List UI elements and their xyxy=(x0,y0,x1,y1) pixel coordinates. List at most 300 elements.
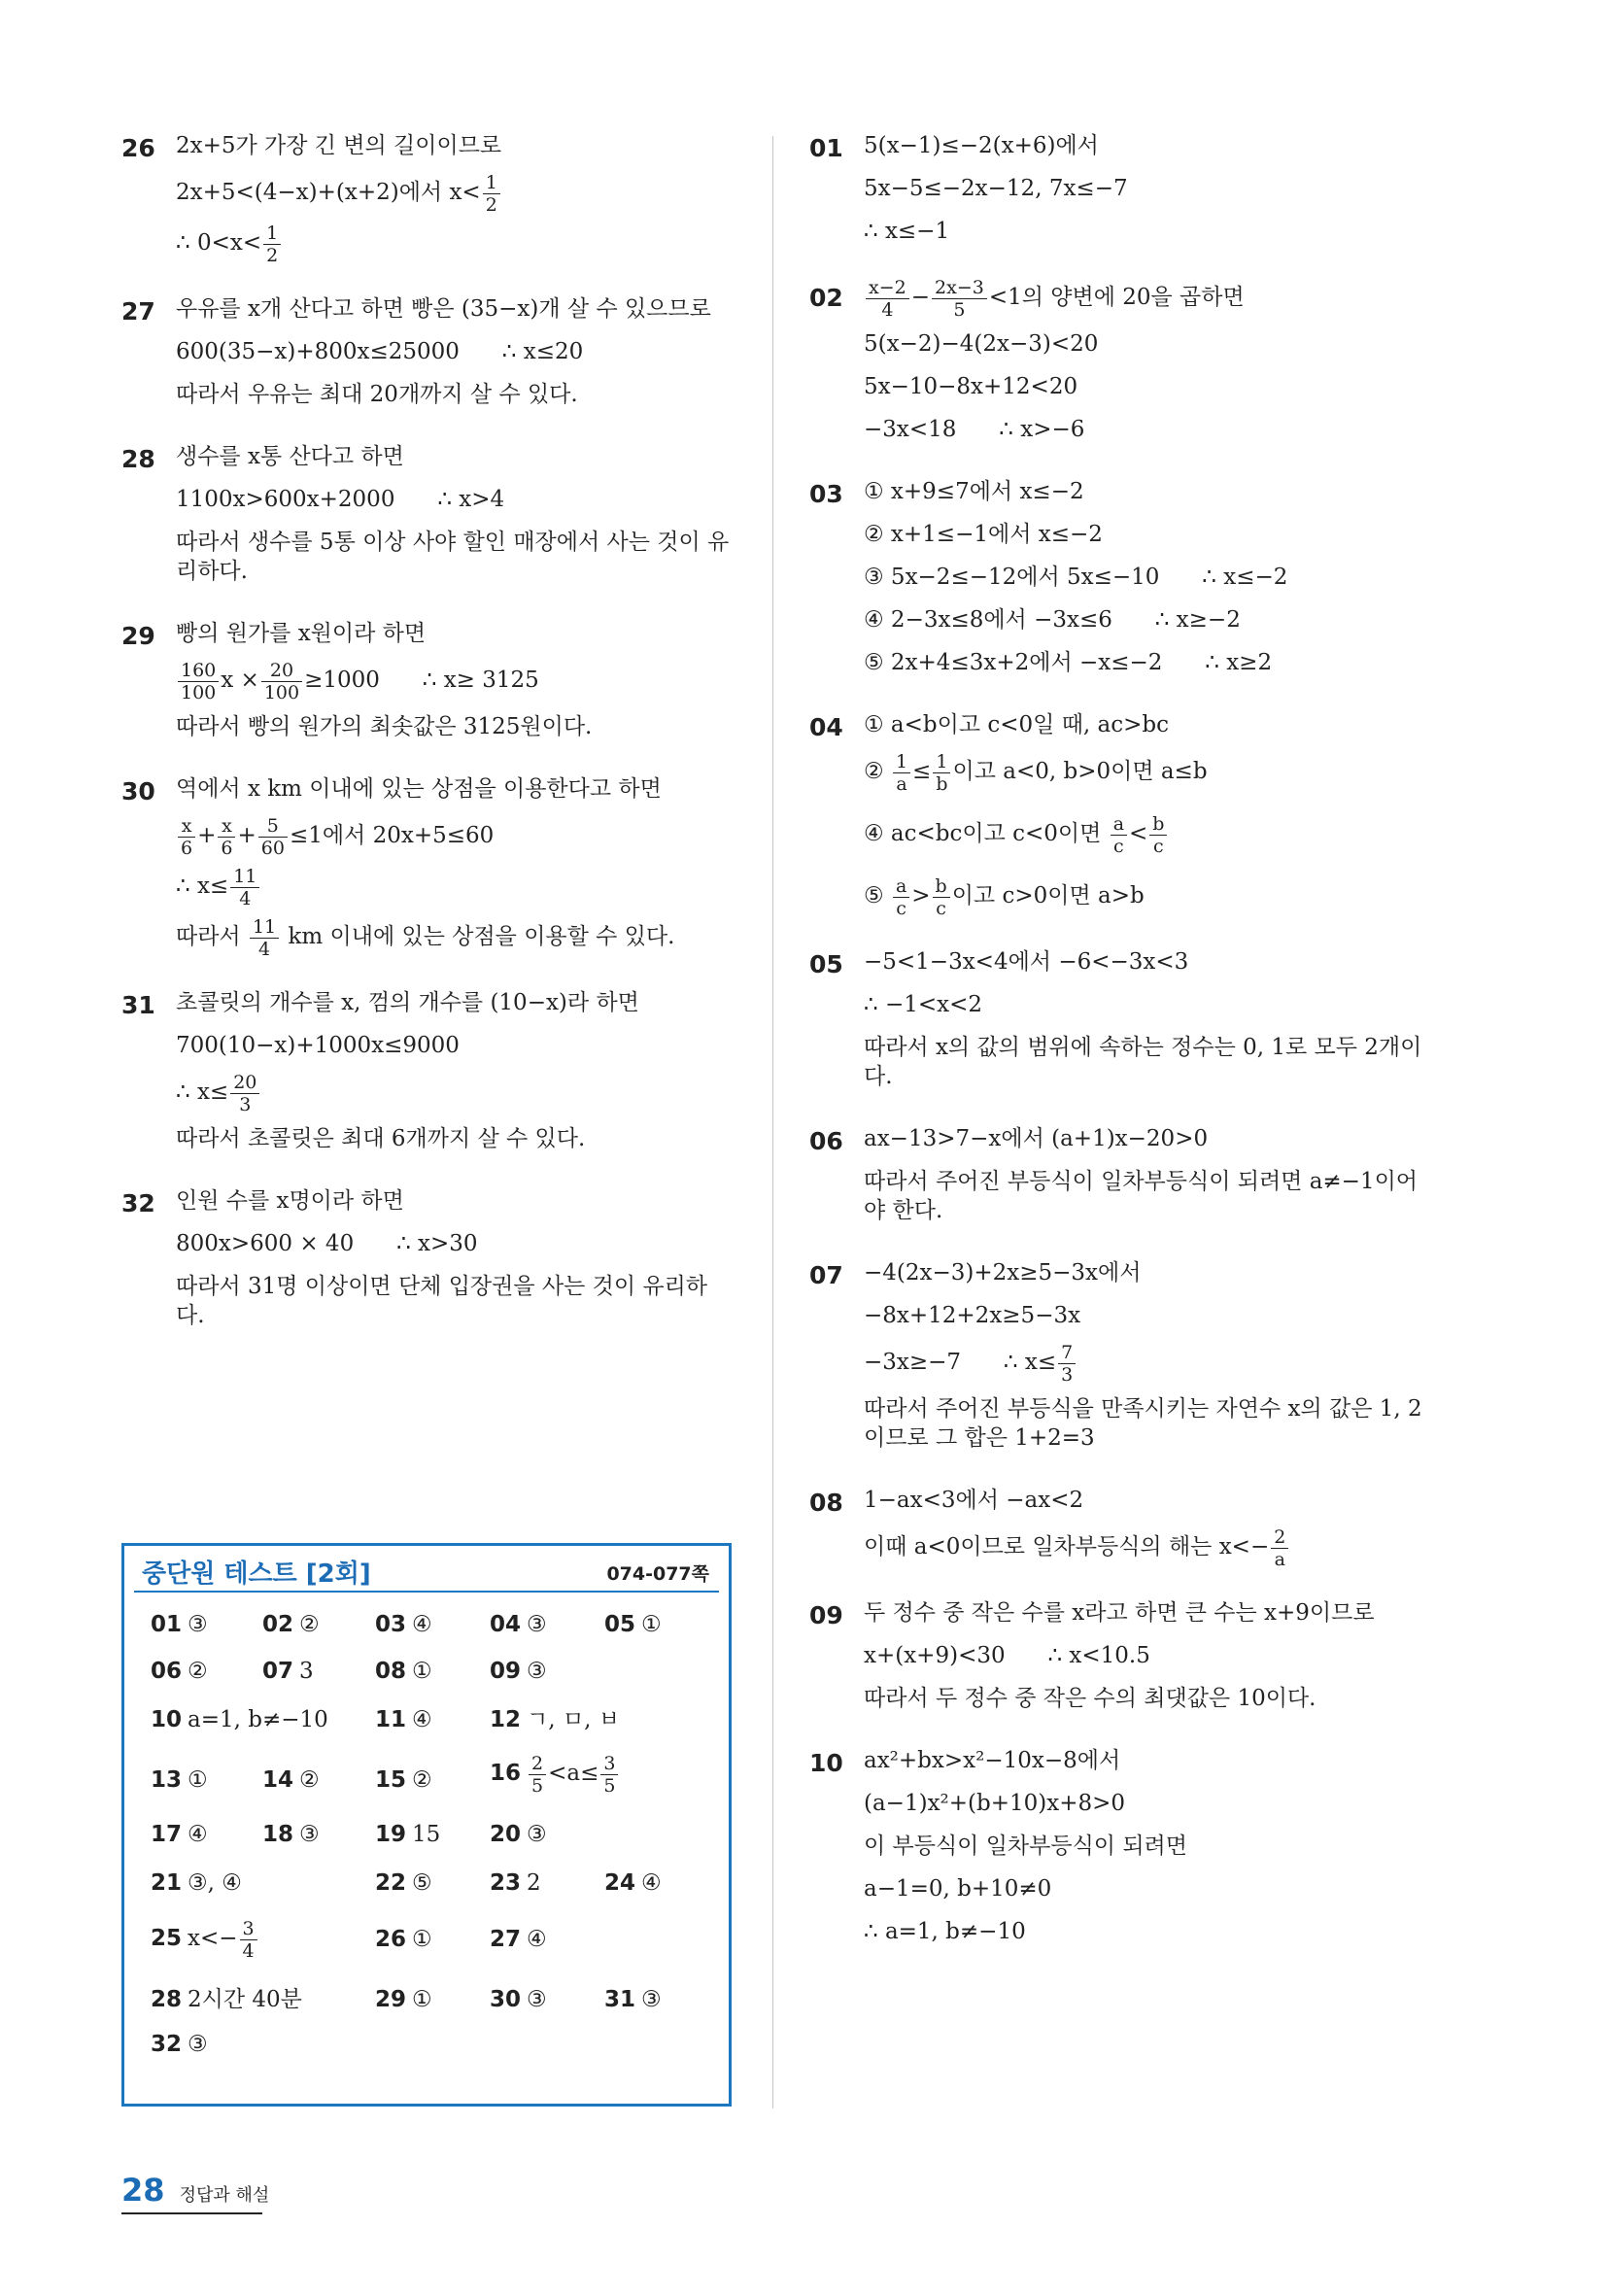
fraction xyxy=(933,751,950,795)
answer-row xyxy=(124,2026,729,2074)
answer-item xyxy=(490,1610,547,1639)
answer-value: ㄱ, ㅁ, ㅂ xyxy=(527,1707,620,1732)
answer-value: ⑤ xyxy=(412,1870,432,1896)
fraction xyxy=(893,751,910,795)
answer-number: 03 xyxy=(375,1612,407,1637)
page-range: 074-077쪽 xyxy=(606,1563,709,1585)
answer-number: 21 xyxy=(151,1870,183,1896)
solution-line xyxy=(864,1337,1431,1388)
solution-line: 2x+5가 가장 긴 변의 길이이므로 xyxy=(176,133,502,158)
problem-01 xyxy=(809,124,1431,253)
answer-item xyxy=(151,2030,208,2059)
answer-value: ① xyxy=(412,1987,432,2012)
left-column xyxy=(121,124,735,1356)
answer-value: ② xyxy=(299,1612,320,1637)
answer-value: 15 xyxy=(412,1822,441,1847)
problem-06 xyxy=(809,1117,1431,1232)
expr: ≥1000 ∴ x≥ 3125 xyxy=(304,668,539,693)
answer-value: ③ xyxy=(527,1659,547,1684)
answer-value: ① xyxy=(412,1659,432,1684)
solution-line: ③ 5x−2≤−12에서 5x≤−10 ∴ x≤−2 xyxy=(864,565,1288,590)
answer-number: 13 xyxy=(151,1767,183,1793)
numerator: 2x−3 xyxy=(932,277,987,299)
numerator: 11 xyxy=(250,916,279,939)
answer-item xyxy=(375,1705,432,1734)
denominator: 3 xyxy=(239,1093,252,1115)
solution-line: 5x−5≤−2x−12, 7x≤−7 xyxy=(864,176,1128,201)
solution-line: 역에서 x km 이내에 있는 상점을 이용한다고 하면 xyxy=(176,776,662,802)
solution-line: 우유를 x개 산다고 하면 빵은 (35−x)개 살 수 있으므로 xyxy=(176,296,711,322)
operator: > xyxy=(911,883,931,908)
denominator: 5 xyxy=(531,1774,544,1797)
solution-line: 인원 수를 x명이라 하면 xyxy=(176,1188,404,1214)
solution-line: 따라서 우유는 최대 20개까지 살 수 있다. xyxy=(176,382,578,407)
answer-value: ④ xyxy=(412,1707,432,1732)
answer-item xyxy=(490,1985,547,2014)
problem-number: 06 xyxy=(809,1127,843,1155)
expr: ② xyxy=(864,759,884,784)
answer-item xyxy=(490,1748,620,1799)
fraction xyxy=(240,1918,257,1962)
solution-line: 5(x−2)−4(2x−3)<20 xyxy=(864,331,1099,357)
expr: 이때 a<0이므로 일차부등식의 해는 x<− xyxy=(864,1534,1270,1559)
denominator: c xyxy=(1113,835,1124,857)
problem-04 xyxy=(809,703,1431,921)
answer-row xyxy=(124,1909,729,1977)
fraction xyxy=(600,1753,618,1797)
answer-value: ① xyxy=(412,1927,432,1952)
answer-value: ② xyxy=(299,1767,320,1793)
expr: ∴ x≤ xyxy=(176,1079,229,1105)
answer-row xyxy=(124,1977,729,2026)
answer-row xyxy=(124,1748,729,1812)
problem-number: 28 xyxy=(121,445,155,473)
answer-row xyxy=(124,1649,729,1697)
numerator: 3 xyxy=(240,1918,257,1940)
numerator: 11 xyxy=(230,866,259,888)
answer-value: ③ xyxy=(299,1822,320,1847)
answer-item xyxy=(151,1765,208,1795)
answer-number: 06 xyxy=(151,1659,183,1684)
answer-value: 2 xyxy=(527,1870,541,1896)
numerator: 1 xyxy=(893,751,910,773)
answer-number: 08 xyxy=(375,1659,407,1684)
answer-number: 10 xyxy=(151,1707,183,1732)
unit-test-answer-box xyxy=(121,1543,732,2107)
solution-line xyxy=(176,810,735,861)
answer-number: 18 xyxy=(262,1822,294,1847)
solution-line xyxy=(864,272,1431,323)
answer-value: ④ xyxy=(188,1822,208,1847)
solution-line: ∴ x≤−1 xyxy=(864,219,950,244)
fraction xyxy=(1058,1342,1076,1386)
expr: 이고 a<0, b>0이면 a≤b xyxy=(952,759,1208,784)
answer-item xyxy=(604,1610,662,1639)
solution-line: ∴ a=1, b≠−10 xyxy=(864,1919,1026,1944)
fraction xyxy=(933,875,950,919)
denominator: 2 xyxy=(485,193,497,216)
page-number: 28 xyxy=(121,2172,165,2209)
answer-number: 32 xyxy=(151,2032,183,2057)
answer-number: 16 xyxy=(490,1761,522,1786)
column-divider xyxy=(772,136,773,2108)
page-footer xyxy=(121,2172,269,2209)
solution-line xyxy=(176,1067,735,1117)
answer-item xyxy=(375,1820,440,1849)
answer-value: ④ xyxy=(412,1612,432,1637)
footer-label: 정답과 해설 xyxy=(179,2185,270,2206)
solution-line: (a−1)x²+(b+10)x+8>0 xyxy=(864,1791,1126,1816)
solution-line: ① x+9≤7에서 x≤−2 xyxy=(864,479,1084,504)
solution-line: 5x−10−8x+12<20 xyxy=(864,374,1078,399)
solution-line: ax²+bx>x²−10x−8에서 xyxy=(864,1748,1121,1773)
problem-number: 04 xyxy=(809,713,843,741)
fraction xyxy=(178,815,195,859)
solution-line xyxy=(176,655,735,705)
problem-number: 02 xyxy=(809,284,843,312)
box-title: 중단원 테스트 [2회] xyxy=(142,1559,371,1589)
operator: + xyxy=(237,823,256,848)
answer-number: 24 xyxy=(604,1870,636,1896)
fraction xyxy=(250,916,279,960)
numerator: 160 xyxy=(178,660,219,682)
problem-number: 05 xyxy=(809,950,843,978)
solution-line: ② x+1≤−1에서 x≤−2 xyxy=(864,522,1103,547)
answer-row xyxy=(124,1600,729,1649)
answer-item xyxy=(375,1925,432,1954)
answer-item xyxy=(375,1657,432,1686)
solution-line: ① a<b이고 c<0일 때, ac>bc xyxy=(864,712,1170,737)
answer-value: x<− xyxy=(188,1926,238,1951)
problem-number: 26 xyxy=(121,134,155,162)
solution-line: −3x<18 ∴ x>−6 xyxy=(864,417,1085,442)
answer-item xyxy=(375,1868,432,1898)
denominator: 4 xyxy=(239,887,252,909)
expr: km 이내에 있는 상점을 이용할 수 있다. xyxy=(288,924,675,949)
answer-number: 23 xyxy=(490,1870,522,1896)
problem-30 xyxy=(121,768,735,962)
answer-number: 14 xyxy=(262,1767,294,1793)
solution-line xyxy=(176,911,735,962)
fraction xyxy=(258,815,288,859)
answer-value: <a≤ xyxy=(548,1761,599,1786)
answer-number: 30 xyxy=(490,1987,522,2012)
answer-number: 07 xyxy=(262,1659,294,1684)
footer-rule xyxy=(121,2212,262,2214)
answer-value: ② xyxy=(188,1659,208,1684)
fraction xyxy=(230,1072,259,1115)
answer-value: ④ xyxy=(527,1927,547,1952)
answer-number: 28 xyxy=(151,1987,183,2012)
answer-number: 04 xyxy=(490,1612,522,1637)
answer-value: 2시간 40분 xyxy=(188,1987,302,2012)
problem-number: 09 xyxy=(809,1601,843,1629)
answer-value: ③ xyxy=(527,1612,547,1637)
numerator: x−2 xyxy=(866,277,909,299)
solution-line: 초콜릿의 개수를 x, 껌의 개수를 (10−x)라 하면 xyxy=(176,990,639,1015)
solution-line: 600(35−x)+800x≤25000 ∴ x≤20 xyxy=(176,339,584,364)
expr: x × xyxy=(221,668,259,693)
denominator: c xyxy=(936,897,946,919)
problem-number: 08 xyxy=(809,1489,843,1517)
numerator: 1 xyxy=(933,751,950,773)
problem-03 xyxy=(809,470,1431,684)
answer-number: 22 xyxy=(375,1870,407,1896)
problem-number: 01 xyxy=(809,134,843,162)
answer-number: 25 xyxy=(151,1926,183,1951)
answer-value: ② xyxy=(412,1767,432,1793)
fraction xyxy=(529,1753,546,1797)
solution-line: ⑤ 2x+4≤3x+2에서 −x≤−2 ∴ x≥2 xyxy=(864,650,1273,675)
answer-number: 12 xyxy=(490,1707,522,1732)
answer-value: a=1, b≠−10 xyxy=(188,1707,328,1732)
problem-07 xyxy=(809,1251,1431,1459)
problem-08 xyxy=(809,1479,1431,1572)
answer-row xyxy=(124,1812,729,1861)
fraction xyxy=(178,660,219,703)
answer-value: ④ xyxy=(641,1870,662,1896)
denominator: 4 xyxy=(258,938,271,960)
numerator: x xyxy=(218,815,235,838)
solution-line xyxy=(176,861,735,911)
expr: 따라서 xyxy=(176,924,241,949)
problem-number: 30 xyxy=(121,777,155,805)
fraction xyxy=(932,277,987,321)
answer-item xyxy=(262,1820,320,1849)
solution-line: 따라서 두 정수 중 작은 수의 최댓값은 10이다. xyxy=(864,1686,1316,1711)
denominator: 2 xyxy=(266,244,279,266)
solution-line: 따라서 빵의 원가의 최솟값은 3125원이다. xyxy=(176,714,593,739)
answer-item xyxy=(262,1610,320,1639)
answer-number: 01 xyxy=(151,1612,183,1637)
answer-item xyxy=(151,1868,242,1898)
answer-item xyxy=(151,1705,328,1734)
solution-line: 이 부등식이 일차부등식이 되려면 xyxy=(864,1833,1187,1859)
denominator: c xyxy=(1153,835,1164,857)
answer-number: 05 xyxy=(604,1612,636,1637)
answer-item xyxy=(375,1985,432,2014)
expr: 2x+5<(4−x)+(x+2)에서 x< xyxy=(176,180,481,205)
answer-number: 09 xyxy=(490,1659,522,1684)
answer-number: 02 xyxy=(262,1612,294,1637)
problem-number: 10 xyxy=(809,1749,843,1777)
denominator: 100 xyxy=(263,681,300,703)
answer-value: ① xyxy=(641,1612,662,1637)
denominator: 100 xyxy=(181,681,217,703)
answer-item xyxy=(375,1610,432,1639)
denominator: 60 xyxy=(260,837,285,859)
answer-item xyxy=(151,1913,259,1964)
solution-line: 1−ax<3에서 −ax<2 xyxy=(864,1488,1084,1513)
denominator: a xyxy=(1274,1548,1285,1570)
denominator: c xyxy=(896,897,906,919)
problem-number: 31 xyxy=(121,991,155,1019)
expr: 이고 c>0이면 a>b xyxy=(951,883,1145,908)
solution-line: 800x>600 × 40 ∴ x>30 xyxy=(176,1231,478,1256)
problem-31 xyxy=(121,981,735,1160)
problem-number: 29 xyxy=(121,622,155,650)
solution-line: 따라서 초콜릿은 최대 6개까지 살 수 있다. xyxy=(176,1126,586,1151)
problem-number: 03 xyxy=(809,480,843,508)
fraction xyxy=(230,866,259,909)
answer-value: ③ xyxy=(641,1987,662,2012)
problem-32 xyxy=(121,1180,735,1337)
problem-number: 07 xyxy=(809,1261,843,1289)
operator: + xyxy=(197,823,217,848)
answer-row xyxy=(124,1861,729,1909)
denominator: a xyxy=(896,772,907,795)
answer-item xyxy=(262,1765,320,1795)
expr: ⑤ xyxy=(864,883,884,908)
answer-item xyxy=(490,1868,541,1898)
denominator: 6 xyxy=(221,837,233,859)
solution-line xyxy=(176,218,735,268)
problem-10 xyxy=(809,1739,1431,1953)
answer-number: 11 xyxy=(375,1707,407,1732)
solution-line: 빵의 원가를 x원이라 하면 xyxy=(176,621,427,646)
answer-item xyxy=(490,1820,547,1849)
answer-item xyxy=(151,1985,302,2014)
problem-27 xyxy=(121,288,735,416)
box-header xyxy=(134,1546,719,1593)
numerator: b xyxy=(933,875,950,898)
answer-number: 26 xyxy=(375,1927,407,1952)
answer-item xyxy=(604,1868,662,1898)
solution-line: 따라서 x의 값의 범위에 속하는 정수는 0, 1로 모두 2개이다. xyxy=(864,1035,1422,1089)
solution-line: −8x+12+2x≥5−3x xyxy=(864,1303,1081,1328)
denominator: 5 xyxy=(603,1774,616,1797)
answer-value: ① xyxy=(188,1767,208,1793)
answer-item xyxy=(604,1985,662,2014)
numerator: 20 xyxy=(261,660,302,682)
problem-number: 27 xyxy=(121,297,155,326)
answer-item xyxy=(490,1705,620,1734)
solution-line: −4(2x−3)+2x≥5−3x에서 xyxy=(864,1260,1142,1285)
answer-item xyxy=(262,1657,314,1686)
fraction xyxy=(263,223,281,266)
numerator: 1 xyxy=(263,223,281,245)
numerator: x xyxy=(178,815,195,838)
answer-item xyxy=(151,1820,208,1849)
right-column xyxy=(809,124,1431,1972)
answer-number: 19 xyxy=(375,1822,407,1847)
solution-line: 두 정수 중 작은 수를 x라고 하면 큰 수는 x+9이므로 xyxy=(864,1600,1375,1626)
problem-05 xyxy=(809,941,1431,1098)
solution-line xyxy=(176,167,735,218)
solution-line xyxy=(864,746,1431,797)
solution-line xyxy=(864,871,1431,921)
answer-number: 15 xyxy=(375,1767,407,1793)
solution-line: ∴ −1<x<2 xyxy=(864,992,982,1017)
solution-line: ax−13>7−x에서 (a+1)x−20>0 xyxy=(864,1126,1209,1151)
numerator: 2 xyxy=(529,1753,546,1775)
denominator: 5 xyxy=(953,298,966,321)
fraction xyxy=(218,815,235,859)
solution-line: ④ 2−3x≤8에서 −3x≤6 ∴ x≥−2 xyxy=(864,607,1241,633)
answer-item xyxy=(151,1610,208,1639)
solution-line: x+(x+9)<30 ∴ x<10.5 xyxy=(864,1643,1150,1668)
numerator: 20 xyxy=(230,1072,259,1094)
answer-item xyxy=(490,1925,547,1954)
solution-line: 700(10−x)+1000x≤9000 xyxy=(176,1033,460,1058)
expr: <1의 양변에 20을 곱하면 xyxy=(988,285,1245,310)
answer-value: ③ xyxy=(527,1987,547,2012)
answer-number: 17 xyxy=(151,1822,183,1847)
answer-number: 29 xyxy=(375,1987,407,2012)
numerator: b xyxy=(1149,813,1167,836)
answer-item xyxy=(490,1657,547,1686)
solution-line: −5<1−3x<4에서 −6<−3x<3 xyxy=(864,949,1189,975)
fraction xyxy=(893,875,909,919)
problem-26 xyxy=(121,124,735,268)
answer-number: 31 xyxy=(604,1987,636,2012)
fraction xyxy=(483,172,500,216)
answer-number: 20 xyxy=(490,1822,522,1847)
solution-line: 따라서 생수를 5통 이상 사야 할인 매장에서 사는 것이 유리하다. xyxy=(176,530,730,584)
answer-value: ③ xyxy=(527,1822,547,1847)
solution-line: 따라서 주어진 부등식을 만족시키는 자연수 x의 값은 1, 2이므로 그 합은 1+2=3 xyxy=(864,1396,1422,1451)
solution-line: 따라서 주어진 부등식이 일차부등식이 되려면 a≠−1이어야 한다. xyxy=(864,1169,1419,1223)
fraction xyxy=(1111,813,1127,857)
expr: ④ ac<bc이고 c<0이면 xyxy=(864,821,1102,846)
answer-number: 27 xyxy=(490,1927,522,1952)
problem-09 xyxy=(809,1592,1431,1720)
answer-item xyxy=(375,1765,432,1795)
answer-row xyxy=(124,1697,729,1748)
numerator: 7 xyxy=(1058,1342,1076,1364)
fraction xyxy=(1149,813,1167,857)
numerator: 3 xyxy=(600,1753,618,1775)
denominator: 3 xyxy=(1061,1363,1074,1386)
numerator: 5 xyxy=(258,815,288,838)
operator: ≤ xyxy=(912,759,932,784)
expr: −3x≥−7 ∴ x≤ xyxy=(864,1350,1057,1375)
numerator: a xyxy=(893,875,909,898)
solution-line: 5(x−1)≤−2(x+6)에서 xyxy=(864,133,1099,158)
numerator: 2 xyxy=(1271,1526,1288,1549)
problem-02 xyxy=(809,272,1431,451)
answer-value: ③ xyxy=(188,2032,208,2057)
solution-line: 따라서 31명 이상이면 단체 입장권을 사는 것이 유리하다. xyxy=(176,1274,708,1328)
fraction xyxy=(261,660,302,703)
numerator: 1 xyxy=(483,172,500,194)
answer-value: ③ xyxy=(188,1612,208,1637)
expr: ∴ x≤ xyxy=(176,874,229,899)
solution-line: a−1=0, b+10≠0 xyxy=(864,1876,1052,1902)
problem-29 xyxy=(121,612,735,748)
operator: − xyxy=(910,285,931,310)
expr: ≤1에서 20x+5≤60 xyxy=(289,823,495,848)
denominator: 6 xyxy=(181,837,193,859)
answer-item xyxy=(151,1657,208,1686)
denominator: 4 xyxy=(881,298,894,321)
numerator: a xyxy=(1111,813,1127,836)
solution-line xyxy=(864,1522,1431,1572)
answer-value: ③, ④ xyxy=(188,1870,242,1896)
fraction xyxy=(1271,1526,1288,1570)
operator: < xyxy=(1129,821,1148,846)
problem-number: 32 xyxy=(121,1189,155,1217)
solution-line xyxy=(864,808,1431,859)
solution-line: 1100x>600x+2000 ∴ x>4 xyxy=(176,487,505,512)
fraction xyxy=(866,277,909,321)
answer-value: 3 xyxy=(299,1659,314,1684)
denominator: 4 xyxy=(242,1939,255,1962)
denominator: b xyxy=(936,772,948,795)
problem-28 xyxy=(121,435,735,593)
solution-line: 생수를 x통 산다고 하면 xyxy=(176,444,404,469)
expr: ∴ 0<x< xyxy=(176,230,262,256)
